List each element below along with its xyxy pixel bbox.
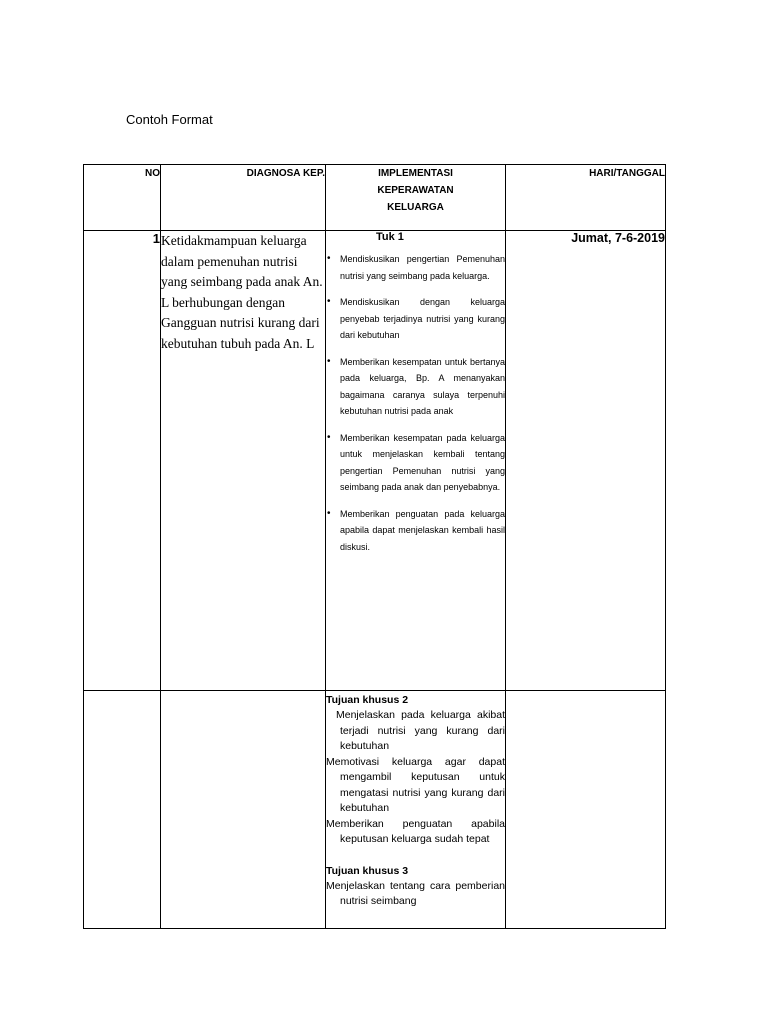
spacer: [326, 848, 505, 862]
header-implementasi: [326, 165, 506, 231]
tujuan-khusus-item: Menjelaskan tentang cara pemberian nutrisi seimbang: [326, 879, 505, 907]
tujuan-khusus-item: Memberikan penguatan apabila keputusan keluarga sudah tepat: [326, 817, 505, 845]
bullet-icon: •: [327, 507, 331, 519]
list-item-text: Memberikan kesempatan untuk bertanya pada keluarga, Bp. A menanyakan bagaimana caranya sulaya terpenuhi kebutuhan nutrisi pada anak: [340, 356, 505, 416]
list-item-text: Mendiskusikan dengan keluarga penyebab terjadinya nutrisi yang kurang dari kebutuhan: [340, 297, 505, 340]
table-row: [84, 231, 666, 691]
empty-cell: [84, 691, 161, 929]
header-no: NO: [84, 165, 161, 231]
header-implementasi-line1: IMPLEMENTASI: [378, 168, 453, 179]
header-implementasi-line2: KEPERAWATAN: [377, 185, 454, 196]
list-item: [326, 354, 505, 420]
empty-cell: [161, 691, 326, 929]
tujuan-khusus-cell: [326, 691, 506, 929]
header-diagnosa: DIAGNOSA KEP.: [161, 165, 326, 231]
empty-cell: [506, 691, 666, 929]
list-item: [326, 294, 505, 344]
bullet-icon: •: [327, 296, 331, 307]
implementasi-list: [326, 251, 505, 555]
tujuan-khusus-3-title: Tujuan khusus 3: [326, 864, 409, 877]
tanggal-value: Jumat, 7-6-2019: [506, 231, 666, 691]
implementation-table: [83, 164, 666, 929]
bullet-icon: •: [327, 253, 331, 264]
header-tanggal: HARI/TANGGAL: [506, 165, 666, 231]
list-item: [326, 430, 505, 496]
row-number: 1: [84, 231, 161, 691]
implementasi-cell: [326, 231, 506, 691]
header-implementasi-line3: KELUARGA: [387, 202, 444, 213]
diagnosa-text: Ketidakmampuan keluarga dalam pemenuhan nutrisi yang seimbang pada anak An. L berhubungan dengan Gangguan nutrisi kurang dari kebutuhan tubuh pada An. L: [161, 231, 326, 691]
tujuan-khusus-item: Menjelaskan pada keluarga akibat terjadi nutrisi yang kurang dari kebutuhan: [336, 709, 505, 752]
list-item-text: Memberikan kesempatan pada keluarga untuk menjelaskan kembali tentang pengertian Pemenuhan nutrisi yang seimbang pada anak dan penyebabnya.: [340, 432, 505, 492]
table-header-row: [84, 165, 666, 231]
bullet-icon: •: [327, 355, 331, 367]
list-item-text: Mendiskusikan pengertian Pemenuhan nutrisi yang seimbang pada keluarga.: [340, 254, 505, 281]
list-item-text: Memberikan penguatan pada keluarga apabila dapat menjelaskan kembali hasil diskusi.: [340, 508, 505, 552]
list-item: [326, 506, 505, 556]
tuk-title: Tuk 1: [376, 231, 404, 243]
page-title: Contoh Format: [126, 112, 213, 127]
tujuan-khusus-2-title: Tujuan khusus 2: [326, 694, 409, 706]
bullet-icon: •: [327, 431, 331, 443]
tujuan-khusus-item: Memotivasi keluarga agar dapat mengambil keputusan untuk mengatasi nutrisi yang kurang dari kebutuhan: [326, 755, 505, 814]
list-item: [326, 251, 505, 284]
table-row: [84, 691, 666, 929]
